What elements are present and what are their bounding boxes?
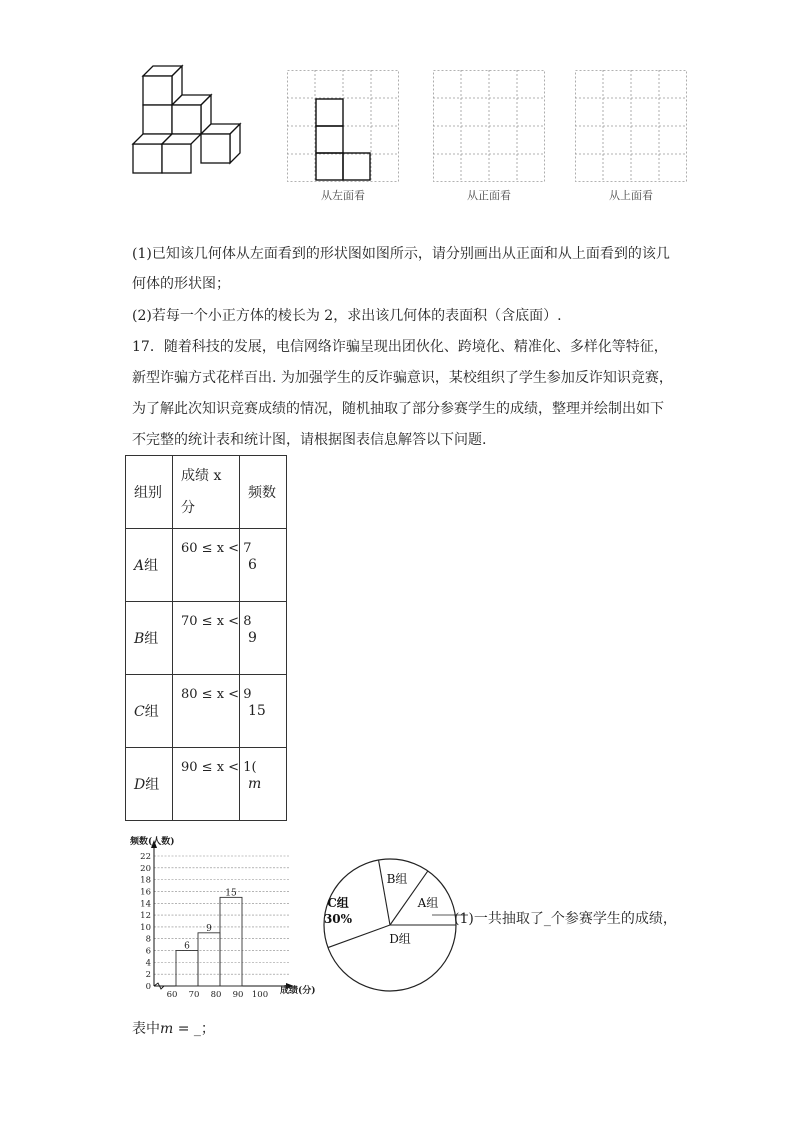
q17-1-tail: (1)一共抽取了_个参赛学生的成绩， <box>454 911 677 927</box>
q17-1-next <box>132 1018 215 1038</box>
histogram-bar <box>176 951 198 986</box>
q2-text: (2)若每一个小正方体的棱长为 2，求出该几何体的表面积（含底面）. <box>132 308 562 324</box>
table-row <box>126 748 287 821</box>
group-cell <box>126 675 173 748</box>
histogram-bar <box>220 897 242 986</box>
cube-face <box>172 105 201 134</box>
x-tick-label: 70 <box>188 990 200 1000</box>
header-group: 组别 <box>126 456 173 529</box>
score-table <box>125 455 287 821</box>
left-view-grid <box>287 70 399 182</box>
pie-slice-label: A组 <box>417 896 439 910</box>
y-tick-label: 2 <box>145 970 151 981</box>
y-tick-label: 0 <box>145 982 151 992</box>
cube-face <box>201 134 230 163</box>
top-view-grid <box>575 70 687 182</box>
cube-face <box>133 144 162 173</box>
pie-chart <box>320 855 460 995</box>
y-tick-label: 6 <box>145 946 151 957</box>
q1-line2: 何体的形状图； <box>132 276 230 292</box>
header-freq: 频数 <box>240 456 287 529</box>
q17-1-m: m <box>160 1021 174 1037</box>
table-header-row <box>126 456 287 529</box>
front-view-caption: 从正面看 <box>467 189 511 202</box>
x-tick-label: 100 <box>251 990 269 1000</box>
y-tick-label: 12 <box>140 911 151 922</box>
freq-cell: 9 <box>240 602 287 675</box>
group-suffix: 组 <box>144 558 159 574</box>
q17-1-next-text: 表中 <box>132 1021 160 1037</box>
x-tick-label: 60 <box>166 990 178 1000</box>
group-letter: C <box>134 704 145 720</box>
freq-cell: 15 <box>240 675 287 748</box>
bar-data-label: 15 <box>225 888 237 899</box>
group-letter: B <box>134 631 145 647</box>
view-square <box>316 126 343 153</box>
top-view-caption: 从上面看 <box>609 189 653 202</box>
y-tick-label: 14 <box>140 899 151 910</box>
y-tick-label: 22 <box>140 852 151 862</box>
group-letter: D <box>134 777 146 793</box>
group-suffix: 组 <box>144 631 159 647</box>
histogram-bar <box>198 933 220 986</box>
header-score-line2: 分 <box>181 500 195 516</box>
table-row <box>126 602 287 675</box>
table-row <box>126 675 287 748</box>
range-cell: 60 ≤ x < 7 <box>173 529 240 602</box>
front-view-grid <box>433 70 545 182</box>
x-tick-label: 90 <box>232 990 244 1000</box>
group-cell <box>126 602 173 675</box>
cube-face <box>143 76 172 105</box>
y-tick-label: 8 <box>145 934 151 945</box>
y-tick-label: 18 <box>140 875 151 886</box>
header-score <box>173 456 240 529</box>
freq-cell: 6 <box>240 529 287 602</box>
left-view-caption: 从左面看 <box>321 189 365 202</box>
freq-cell: m <box>240 748 287 821</box>
y-axis-label: 频数(人数) <box>130 837 175 847</box>
y-tick-label: 10 <box>140 922 151 933</box>
p17-line3: 为了解此次知识竞赛成绩的情况，随机抽取了部分参赛学生的成绩，整理并绘制出如下 <box>132 401 664 417</box>
p17-line1: 17．随着科技的发展，电信网络诈骗呈现出团伙化、跨境化、精准化、多样化等特征， <box>132 339 668 355</box>
pie-slice-label: D组 <box>389 932 411 946</box>
y-tick-label: 20 <box>140 863 151 874</box>
cube-face <box>143 105 172 134</box>
range-cell: 90 ≤ x < 1( <box>173 748 240 821</box>
cube-stack-figure <box>128 64 246 180</box>
view-square <box>316 99 343 126</box>
group-suffix: 组 <box>145 777 160 793</box>
histogram-chart <box>128 832 328 1002</box>
pie-slice-label: C组 <box>327 896 349 910</box>
q1-line1: (1)已知该几何体从左面看到的形状图如图所示，请分别画出从正面和从上面看到的该几 <box>132 246 670 262</box>
group-cell <box>126 529 173 602</box>
bar-data-label: 6 <box>184 941 190 952</box>
bar-data-label: 9 <box>206 923 212 934</box>
y-tick-label: 16 <box>140 887 151 898</box>
q17-1-end: = _； <box>173 1021 215 1037</box>
range-cell: 80 ≤ x < 9 <box>173 675 240 748</box>
range-cell: 70 ≤ x < 8 <box>173 602 240 675</box>
p17-line2: 新型诈骗方式花样百出. 为加强学生的反诈骗意识，某校组织了学生参加反诈知识竞赛， <box>132 370 673 386</box>
group-cell <box>126 748 173 821</box>
y-tick-label: 4 <box>145 958 151 969</box>
pie-slice-label: B组 <box>386 872 408 886</box>
cube-face <box>162 144 191 173</box>
table-row <box>126 529 287 602</box>
group-letter: A <box>134 558 145 574</box>
x-axis-label: 成绩(分) <box>280 986 316 996</box>
header-score-line1: 成绩 x <box>181 468 222 484</box>
view-square <box>316 153 343 180</box>
view-square <box>343 153 370 180</box>
pie-slice-percent: 30% <box>323 912 353 926</box>
x-tick-label: 80 <box>210 990 222 1000</box>
p17-line4: 不完整的统计表和统计图，请根据图表信息解答以下问题. <box>132 432 487 448</box>
group-suffix: 组 <box>144 704 159 720</box>
